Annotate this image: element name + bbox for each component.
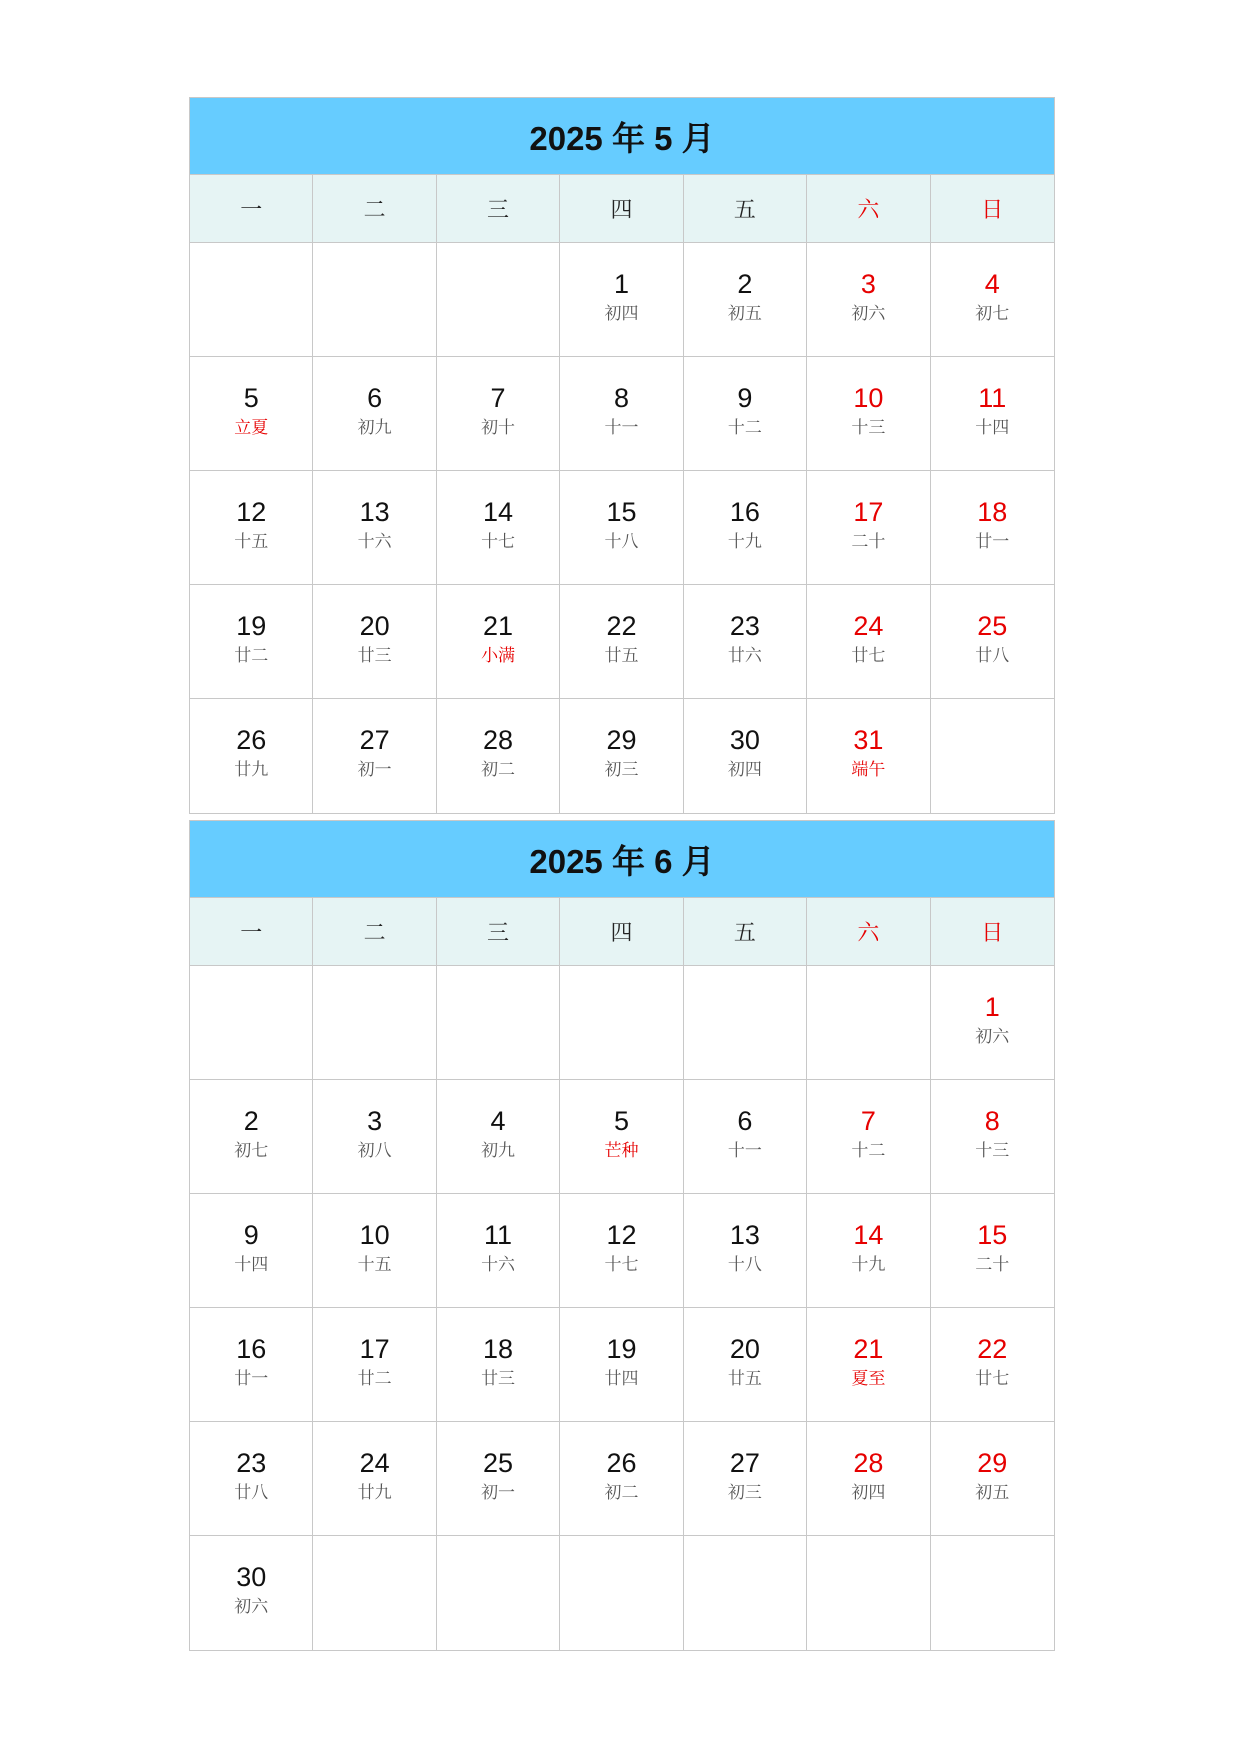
day-number: 17 <box>853 497 884 527</box>
weekday-label: 三 <box>437 898 560 965</box>
lunar-date: 十六 <box>481 1255 516 1275</box>
day-number: 29 <box>606 725 637 755</box>
day-cell <box>560 243 683 357</box>
empty-cell <box>190 966 313 1080</box>
day-cell <box>190 699 313 813</box>
day-number: 20 <box>729 1334 760 1364</box>
day-cell <box>560 1422 683 1536</box>
day-cell <box>931 1194 1054 1308</box>
weekday-label: 日 <box>981 920 1004 945</box>
day-cell <box>560 1080 683 1194</box>
day-number: 12 <box>606 1220 637 1250</box>
weekday-label: 四 <box>560 175 683 242</box>
day-cell <box>931 1308 1054 1422</box>
lunar-date: 二十 <box>975 1255 1010 1275</box>
day-number: 25 <box>483 1448 514 1478</box>
day-cell <box>437 585 560 699</box>
day-number: 3 <box>367 1106 383 1136</box>
day-cell <box>807 1194 930 1308</box>
day-cell <box>931 243 1054 357</box>
day-number: 1 <box>613 269 629 299</box>
lunar-date: 初六 <box>851 304 886 324</box>
day-cell <box>313 357 436 471</box>
day-number: 18 <box>483 1334 514 1364</box>
day-cell <box>807 357 930 471</box>
day-number: 8 <box>984 1106 1000 1136</box>
lunar-date: 初二 <box>481 760 516 780</box>
weekday-label: 六 <box>807 898 930 965</box>
weekday-label: 五 <box>684 175 807 242</box>
day-number: 19 <box>236 611 267 641</box>
lunar-date: 初四 <box>604 304 639 324</box>
lunar-date: 立夏 <box>234 418 269 438</box>
day-number: 22 <box>606 611 637 641</box>
empty-cell <box>313 966 436 1080</box>
day-number: 26 <box>236 725 267 755</box>
day-number: 24 <box>359 1448 390 1478</box>
empty-cell <box>931 1536 1054 1650</box>
weekday-label: 一 <box>190 898 313 965</box>
lunar-date: 廿二 <box>357 1369 392 1389</box>
calendar-june <box>189 820 1055 1651</box>
lunar-date: 夏至 <box>851 1369 886 1389</box>
lunar-date: 廿八 <box>975 646 1010 666</box>
day-cell <box>931 585 1054 699</box>
lunar-date: 初五 <box>727 304 762 324</box>
empty-cell <box>560 1536 683 1650</box>
lunar-date: 廿三 <box>481 1369 516 1389</box>
lunar-date: 初二 <box>604 1483 639 1503</box>
day-cell <box>807 1080 930 1194</box>
day-cell <box>437 357 560 471</box>
lunar-date: 十九 <box>851 1255 886 1275</box>
lunar-date: 初七 <box>975 304 1010 324</box>
lunar-date: 廿九 <box>234 760 269 780</box>
lunar-date: 初六 <box>234 1597 269 1617</box>
days-grid <box>190 966 1054 1650</box>
weekday-label: 五 <box>684 898 807 965</box>
day-number: 12 <box>236 497 267 527</box>
lunar-date: 初三 <box>604 760 639 780</box>
day-number: 6 <box>367 383 383 413</box>
day-cell <box>560 471 683 585</box>
lunar-date: 廿一 <box>234 1369 269 1389</box>
day-number: 25 <box>977 611 1008 641</box>
lunar-date: 廿五 <box>727 1369 762 1389</box>
day-cell <box>807 471 930 585</box>
day-number: 23 <box>236 1448 267 1478</box>
day-cell <box>190 357 313 471</box>
month-title: 2025 年 6 月 <box>190 821 1054 898</box>
day-number: 30 <box>236 1562 267 1592</box>
day-cell <box>807 699 930 813</box>
day-cell <box>560 357 683 471</box>
empty-cell <box>437 243 560 357</box>
day-cell <box>190 1194 313 1308</box>
day-cell <box>313 699 436 813</box>
weekday-label: 一 <box>190 175 313 242</box>
day-number: 22 <box>977 1334 1008 1364</box>
day-number: 21 <box>483 611 514 641</box>
day-number: 23 <box>729 611 760 641</box>
day-cell <box>684 585 807 699</box>
lunar-date: 十四 <box>975 418 1010 438</box>
weekday-header <box>190 898 1054 966</box>
empty-cell <box>684 1536 807 1650</box>
month-title: 2025 年 5 月 <box>190 98 1054 175</box>
day-cell <box>190 471 313 585</box>
lunar-date: 初九 <box>357 418 392 438</box>
lunar-date: 廿四 <box>604 1369 639 1389</box>
empty-cell <box>560 966 683 1080</box>
day-cell <box>437 1194 560 1308</box>
lunar-date: 十四 <box>234 1255 269 1275</box>
day-number: 29 <box>977 1448 1008 1478</box>
lunar-date: 初四 <box>727 760 762 780</box>
day-cell <box>313 1080 436 1194</box>
weekday-label: 二 <box>313 898 436 965</box>
day-cell <box>807 1308 930 1422</box>
day-cell <box>931 1080 1054 1194</box>
day-number: 6 <box>737 1106 753 1136</box>
day-number: 13 <box>729 1220 760 1250</box>
day-cell <box>437 699 560 813</box>
lunar-date: 十五 <box>357 1255 392 1275</box>
day-cell <box>560 699 683 813</box>
weekday-label: 二 <box>313 175 436 242</box>
empty-cell <box>807 1536 930 1650</box>
lunar-date: 廿七 <box>851 646 886 666</box>
day-number: 5 <box>243 383 259 413</box>
day-cell <box>190 1536 313 1650</box>
empty-cell <box>684 966 807 1080</box>
day-number: 11 <box>978 383 1007 413</box>
lunar-date: 二十 <box>851 532 886 552</box>
lunar-date: 廿八 <box>234 1483 269 1503</box>
lunar-date: 初三 <box>727 1483 762 1503</box>
day-number: 7 <box>490 383 506 413</box>
day-cell <box>190 585 313 699</box>
day-number: 21 <box>853 1334 884 1364</box>
lunar-date: 廿二 <box>234 646 269 666</box>
day-number: 18 <box>977 497 1008 527</box>
day-cell <box>684 357 807 471</box>
day-cell <box>437 1308 560 1422</box>
weekday-label: 四 <box>560 898 683 965</box>
empty-cell <box>437 1536 560 1650</box>
day-number: 2 <box>737 269 753 299</box>
empty-cell <box>190 243 313 357</box>
lunar-date: 初一 <box>357 760 392 780</box>
day-number: 9 <box>737 383 753 413</box>
day-number: 14 <box>483 497 514 527</box>
lunar-date: 十七 <box>481 532 516 552</box>
day-number: 30 <box>729 725 760 755</box>
day-number: 7 <box>860 1106 876 1136</box>
weekday-label: 六 <box>807 175 930 242</box>
day-cell <box>313 471 436 585</box>
day-number: 28 <box>483 725 514 755</box>
lunar-date: 初四 <box>851 1483 886 1503</box>
day-cell <box>437 1080 560 1194</box>
day-number: 4 <box>984 269 1000 299</box>
lunar-date: 初七 <box>234 1141 269 1161</box>
day-number: 8 <box>613 383 629 413</box>
day-number: 14 <box>853 1220 884 1250</box>
day-number: 1 <box>984 992 1000 1022</box>
lunar-date: 廿五 <box>604 646 639 666</box>
lunar-date: 十三 <box>975 1141 1010 1161</box>
day-cell <box>684 1308 807 1422</box>
lunar-date: 十九 <box>727 532 762 552</box>
day-number: 10 <box>359 1220 390 1250</box>
lunar-date: 十七 <box>604 1255 639 1275</box>
day-number: 27 <box>359 725 390 755</box>
lunar-date: 十三 <box>851 418 886 438</box>
lunar-date: 端午 <box>851 760 886 780</box>
lunar-date: 小满 <box>481 646 516 666</box>
lunar-date: 廿一 <box>975 532 1010 552</box>
empty-cell <box>437 966 560 1080</box>
day-cell <box>437 471 560 585</box>
lunar-date: 十八 <box>604 532 639 552</box>
lunar-date: 十一 <box>604 418 639 438</box>
day-number: 16 <box>729 497 760 527</box>
day-cell <box>684 1080 807 1194</box>
lunar-date: 芒种 <box>604 1141 639 1161</box>
day-cell <box>684 471 807 585</box>
empty-cell <box>931 699 1054 813</box>
day-cell <box>931 966 1054 1080</box>
day-cell <box>313 1194 436 1308</box>
lunar-date: 初六 <box>975 1027 1010 1047</box>
day-cell <box>684 1422 807 1536</box>
lunar-date: 十八 <box>727 1255 762 1275</box>
day-cell <box>313 1422 436 1536</box>
weekday-label: 三 <box>437 175 560 242</box>
day-number: 31 <box>853 725 884 755</box>
lunar-date: 十五 <box>234 532 269 552</box>
day-number: 24 <box>853 611 884 641</box>
day-number: 2 <box>243 1106 259 1136</box>
lunar-date: 十二 <box>727 418 762 438</box>
lunar-date: 初一 <box>481 1483 516 1503</box>
day-number: 27 <box>729 1448 760 1478</box>
day-cell <box>807 1422 930 1536</box>
day-number: 4 <box>490 1106 506 1136</box>
day-cell <box>560 1308 683 1422</box>
day-number: 9 <box>243 1220 259 1250</box>
lunar-date: 廿七 <box>975 1369 1010 1389</box>
day-number: 16 <box>236 1334 267 1364</box>
lunar-date: 初九 <box>481 1141 516 1161</box>
days-grid <box>190 243 1054 813</box>
day-number: 26 <box>606 1448 637 1478</box>
lunar-date: 十一 <box>727 1141 762 1161</box>
day-number: 3 <box>860 269 876 299</box>
lunar-date: 廿三 <box>357 646 392 666</box>
day-cell <box>560 1194 683 1308</box>
lunar-date: 初八 <box>357 1141 392 1161</box>
calendar-may <box>189 97 1055 814</box>
day-cell <box>931 471 1054 585</box>
lunar-date: 初十 <box>481 418 516 438</box>
day-number: 20 <box>359 611 390 641</box>
lunar-date: 十六 <box>357 532 392 552</box>
day-cell <box>931 1422 1054 1536</box>
weekday-label: 日 <box>981 197 1004 222</box>
day-cell <box>190 1422 313 1536</box>
day-number: 11 <box>484 1220 513 1250</box>
day-cell <box>190 1080 313 1194</box>
day-cell <box>807 585 930 699</box>
weekday-header <box>190 175 1054 243</box>
day-number: 10 <box>853 383 884 413</box>
lunar-date: 初五 <box>975 1483 1010 1503</box>
day-number: 13 <box>359 497 390 527</box>
day-number: 17 <box>359 1334 390 1364</box>
day-cell <box>313 1308 436 1422</box>
empty-cell <box>313 243 436 357</box>
day-number: 28 <box>853 1448 884 1478</box>
day-number: 19 <box>606 1334 637 1364</box>
lunar-date: 廿九 <box>357 1483 392 1503</box>
day-cell <box>684 699 807 813</box>
day-cell <box>684 243 807 357</box>
empty-cell <box>313 1536 436 1650</box>
lunar-date: 十二 <box>851 1141 886 1161</box>
day-cell <box>437 1422 560 1536</box>
day-number: 5 <box>613 1106 629 1136</box>
day-number: 15 <box>977 1220 1008 1250</box>
day-cell <box>684 1194 807 1308</box>
day-cell <box>313 585 436 699</box>
day-number: 15 <box>606 497 637 527</box>
lunar-date: 廿六 <box>727 646 762 666</box>
day-cell <box>190 1308 313 1422</box>
day-cell <box>560 585 683 699</box>
day-cell <box>931 357 1054 471</box>
empty-cell <box>807 966 930 1080</box>
day-cell <box>807 243 930 357</box>
